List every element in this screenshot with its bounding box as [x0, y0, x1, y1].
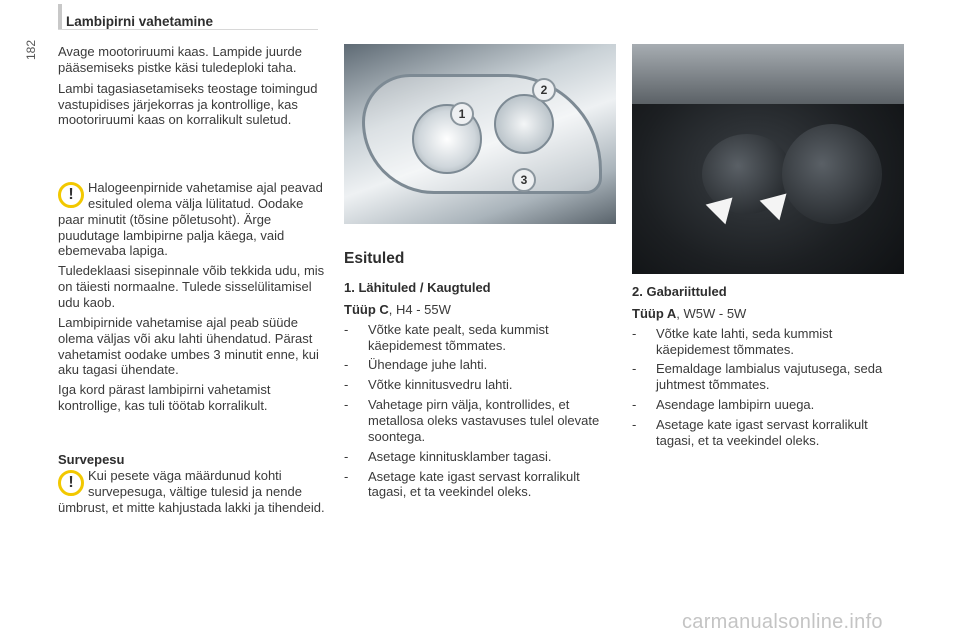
step-list	[632, 326, 904, 449]
step-text: Asetage kinnitusklamber tagasi.	[368, 448, 552, 464]
bulb-type-value: , H4 - 55W	[388, 301, 451, 317]
step-text: Võtke kate lahti, seda kummist käepidemest tõmmates.	[656, 325, 833, 357]
bulb-type	[344, 302, 616, 318]
section-lahituled	[344, 280, 616, 504]
page-title: Lambipirni vahetamine	[66, 14, 214, 29]
list-item	[344, 449, 616, 465]
list-item	[632, 326, 904, 358]
page-number: 182	[24, 39, 38, 60]
list-item	[344, 377, 616, 393]
dash: -	[632, 325, 637, 341]
halogen-warning	[58, 180, 332, 418]
list-item	[344, 357, 616, 373]
watermark: carmanualsonline.info	[682, 611, 883, 633]
survepesu-heading: Survepesu	[58, 452, 125, 467]
dash: -	[632, 417, 637, 433]
list-item	[632, 361, 904, 393]
list-item	[632, 417, 904, 449]
warning-paragraph: Tuledeklaasi sisepinnale võib tekkida udu, mis on täiesti normaalne. Tulede sisselülitamisel udu kaob.	[58, 263, 325, 311]
warning-paragraph: Halogeenpirnide vahetamise ajal peavad esituled olema välja lülitatud. Oodake paar minutit (tõsine põletusoht). Ärge puudutage lambipirne palja käega, vaid ebemevaba lapiga.	[58, 180, 323, 259]
step-text: Asetage kate igast servast korralikult tagasi, et ta veekindel oleks.	[368, 468, 580, 500]
section-gabariittuled	[632, 284, 904, 453]
intro-paragraph: Lambi tagasiasetamiseks teostage toimingud vastupidises järjekorras ja kontrollige, kas mootoriruumi kaas on korralikult suletud.	[58, 80, 318, 128]
dash: -	[344, 377, 349, 393]
callout-3: 3	[512, 168, 536, 192]
dash: -	[344, 468, 349, 484]
list-item	[344, 397, 616, 445]
step-text: Võtke kate pealt, seda kummist käepidemest tõmmates.	[368, 321, 549, 353]
bulb-type-label: Tüüp A	[632, 305, 677, 321]
survepesu-text: Kui pesete väga määrdunud kohti survepesuga, vältige tulesid ja nende ümbrust, et mitte kahjustada lakki ja tihendeid.	[58, 468, 325, 515]
warning-paragraph: Iga kord pärast lambipirni vahetamist kontrollige, kas tuli töötab korralikult.	[58, 382, 271, 414]
sidelamp-reflector	[494, 94, 554, 154]
step-text: Asendage lambipirn uuega.	[656, 397, 815, 413]
list-item	[632, 397, 904, 413]
dash: -	[344, 321, 349, 337]
bulb-type-value: , W5W - 5W	[676, 305, 747, 321]
dash: -	[632, 361, 637, 377]
headlamp-back-frame	[632, 44, 904, 104]
warning-icon: !	[58, 182, 84, 208]
step-text: Eemaldage lambialus vajutusega, seda juhtmest tõmmates.	[656, 361, 883, 393]
headlamp-photo	[344, 44, 616, 224]
dash: -	[344, 448, 349, 464]
intro-text	[58, 44, 330, 133]
section-heading: 1. Lähituled / Kaugtuled	[344, 280, 491, 295]
bulb-type	[632, 306, 904, 322]
callout-2: 2	[532, 78, 556, 102]
section-heading: 2. Gabariittuled	[632, 284, 727, 299]
warning-icon: !	[58, 470, 84, 496]
survepesu-warning	[58, 468, 332, 520]
step-text: Asetage kate igast servast korralikult tagasi, et ta veekindel oleks.	[656, 417, 868, 448]
warning-paragraph: Lambipirnide vahetamise ajal peab süüde olema väljas või aku lahti ühendatud. Pärast vahetamist oodake umbes 3 minutit enne, kui aku tagasi ühendate.	[58, 314, 319, 378]
dash: -	[344, 397, 349, 413]
step-text: Võtke kinnitusvedru lahti.	[368, 377, 513, 393]
dash: -	[632, 397, 637, 413]
step-list	[344, 322, 616, 501]
engine-bay-photo	[632, 44, 904, 274]
section-title-esituled: Esituled	[344, 250, 405, 267]
title-accent-bar	[58, 4, 62, 30]
bulb-type-label: Tüüp C	[344, 301, 389, 317]
lamp-cover-right	[782, 124, 882, 224]
dash: -	[344, 357, 349, 373]
list-item	[344, 469, 616, 501]
headlamp-housing	[362, 74, 602, 194]
step-text: Ühendage juhe lahti.	[368, 357, 488, 373]
intro-paragraph: Avage mootoriruumi kaas. Lampide juurde pääsemiseks pistke käsi tuledeploki taha.	[58, 44, 303, 75]
callout-1: 1	[450, 102, 474, 126]
step-text: Vahetage pirn välja, kontrollides, et metallosa oleks vastavuses tulel olevate soontega.	[368, 397, 600, 444]
list-item	[344, 322, 616, 354]
